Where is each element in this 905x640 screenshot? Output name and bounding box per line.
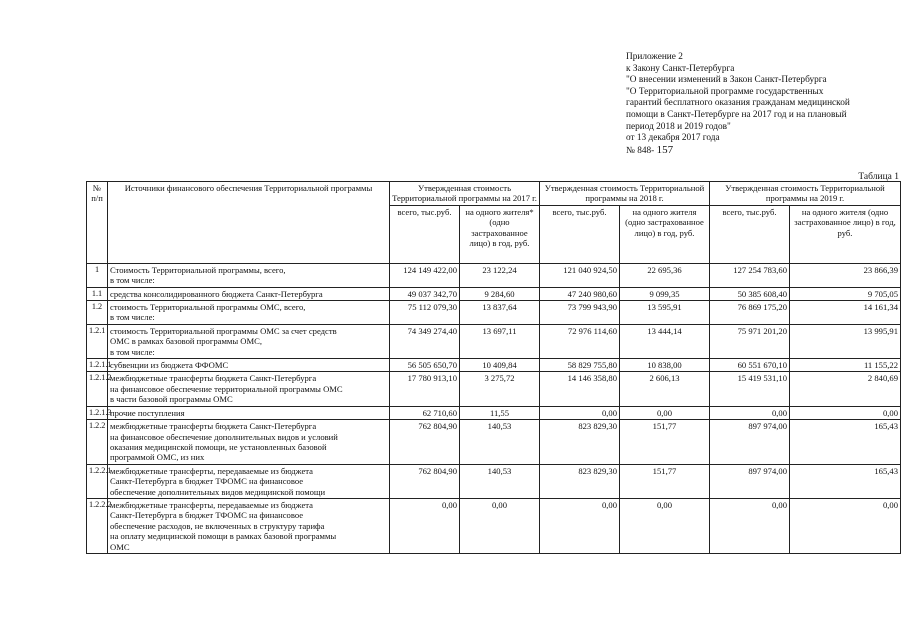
- row-source-line: межбюджетные трансферты, передаваемые из бюджета: [110, 465, 313, 476]
- cell-total-2018: 58 829 755,80: [540, 359, 620, 372]
- row-source: [108, 301, 390, 325]
- cell-per-person-2018: 10 838,00: [620, 359, 710, 372]
- row-source-line: Стоимость Территориальной программы, всего,: [110, 264, 286, 275]
- subheader-per-person-2019: на одного жителя (одно застрахованное лицо) в год, руб.: [790, 205, 901, 263]
- cell-per-person-2019: 165,43: [790, 464, 901, 498]
- cell-per-person-2019: 0,00: [790, 406, 901, 419]
- cell-total-2019: 76 869 175,20: [710, 301, 790, 325]
- cell-total-2018: 0,00: [540, 498, 620, 553]
- cell-per-person-2018: 2 606,13: [620, 372, 710, 406]
- row-source-line: межбюджетные трансферты, передаваемые из бюджета: [110, 499, 313, 510]
- cell-per-person-2019: 13 995,91: [790, 324, 901, 358]
- appendix-header: [626, 52, 901, 157]
- cell-per-person-2019: 2 840,69: [790, 372, 901, 406]
- cell-total-2017: 0,00: [390, 498, 460, 553]
- cell-total-2019: 75 971 201,20: [710, 324, 790, 358]
- cell-total-2018: 47 240 980,60: [540, 287, 620, 300]
- cell-total-2019: 60 551 670,10: [710, 359, 790, 372]
- row-source-line: в том числе:: [110, 312, 155, 323]
- row-source: [108, 406, 390, 419]
- row-source-line: Санкт-Петербурга в бюджет ТФОМС на финансовое: [110, 476, 304, 487]
- row-number: 1.2.2.2: [87, 498, 108, 553]
- cell-total-2018: 73 799 943,90: [540, 301, 620, 325]
- decree-number-handwritten: 157: [656, 143, 674, 156]
- table-row: [87, 464, 901, 498]
- table-row: [87, 301, 901, 325]
- row-source-line: ОМС: [110, 541, 130, 552]
- appendix-line: помощи в Санкт-Петербурге на 2017 год и на плановый: [626, 109, 847, 120]
- cell-total-2017: 17 780 913,10: [390, 372, 460, 406]
- cell-total-2017: 762 804,90: [390, 420, 460, 465]
- row-source: [108, 359, 390, 372]
- appendix-line: к Закону Санкт-Петербурга: [626, 63, 735, 74]
- cell-per-person-2018: 13 595,91: [620, 301, 710, 325]
- cell-total-2018: 823 829,30: [540, 420, 620, 465]
- cell-total-2019: 15 419 531,10: [710, 372, 790, 406]
- cell-per-person-2018: 13 444,14: [620, 324, 710, 358]
- row-number: 1.1: [87, 287, 108, 300]
- row-source: [108, 464, 390, 498]
- row-source-line: на финансовое обеспечение территориальной программы ОМС: [110, 383, 343, 394]
- appendix-line: "О Территориальной программе государственных: [626, 86, 824, 97]
- cell-total-2019: 897 974,00: [710, 420, 790, 465]
- header-source: Источники финансового обеспечения Территориальной программы: [108, 182, 390, 264]
- decree-number-prefix: № 848-: [626, 145, 655, 156]
- appendix-line: гарантий бесплатного оказания гражданам медицинской: [626, 98, 850, 109]
- cell-total-2019: 0,00: [710, 406, 790, 419]
- table-header-row: [87, 182, 901, 206]
- row-source-line: в части базовой программы ОМС: [110, 394, 233, 405]
- cell-per-person-2017: 3 275,72: [460, 372, 540, 406]
- cell-total-2018: 14 146 358,80: [540, 372, 620, 406]
- row-number: 1.2.1.1: [87, 359, 108, 372]
- cell-total-2017: 49 037 342,70: [390, 287, 460, 300]
- row-number: 1.2.2.1: [87, 464, 108, 498]
- cell-total-2019: 0,00: [710, 498, 790, 553]
- cell-per-person-2019: 0,00: [790, 498, 901, 553]
- cell-total-2018: 121 040 924,50: [540, 263, 620, 287]
- subheader-total-2017: всего, тыс.руб.: [390, 205, 460, 263]
- table-row: [87, 406, 901, 419]
- header-year-2017: Утвержденная стоимость Территориальной программы на 2017 г.: [390, 182, 540, 206]
- row-source-line: стоимость Территориальной программы ОМС, всего,: [110, 302, 306, 313]
- cell-total-2019: 50 385 608,40: [710, 287, 790, 300]
- row-source-line: ОМС в рамках базовой программы ОМС,: [110, 336, 263, 347]
- subheader-total-2018: всего, тыс.руб.: [540, 205, 620, 263]
- row-source: [108, 420, 390, 465]
- cell-per-person-2017: 9 284,60: [460, 287, 540, 300]
- row-source-line: субвенции из бюджета ФФОМС: [110, 360, 229, 371]
- row-number: 1.2: [87, 301, 108, 325]
- row-source: [108, 287, 390, 300]
- cell-total-2017: 56 505 650,70: [390, 359, 460, 372]
- appendix-line: "О внесении изменений в Закон Санкт-Петербурга: [626, 75, 827, 86]
- row-source-line: обеспечение дополнительных видов медицинской помощи: [110, 486, 326, 497]
- table-row: [87, 263, 901, 287]
- cell-total-2017: 762 804,90: [390, 464, 460, 498]
- header-year-2019: Утвержденная стоимость Территориальной программы на 2019 г.: [710, 182, 901, 206]
- table-label: Таблица 1: [858, 172, 899, 182]
- subheader-total-2019: всего, тыс.руб.: [710, 205, 790, 263]
- table-row: [87, 420, 901, 465]
- table-row: [87, 287, 901, 300]
- cell-per-person-2019: 11 155,22: [790, 359, 901, 372]
- table-row: [87, 372, 901, 406]
- table-row: [87, 498, 901, 553]
- row-number: 1.2.2: [87, 420, 108, 465]
- decree-number: [626, 145, 901, 158]
- row-source: [108, 372, 390, 406]
- appendix-line: Приложение 2: [626, 52, 683, 62]
- appendix-line: от 13 декабря 2017 года: [626, 133, 720, 144]
- cell-per-person-2017: 13 837,64: [460, 301, 540, 325]
- row-source-line: в том числе:: [110, 346, 155, 357]
- row-source-line: на оплату медицинской помощи в рамках базовой программы: [110, 531, 337, 542]
- row-source-line: межбюджетные трансферты бюджета Санкт-Петербурга: [110, 373, 317, 384]
- cell-total-2017: 75 112 079,30: [390, 301, 460, 325]
- row-source: [108, 324, 390, 358]
- header-num: № п/п: [87, 182, 108, 264]
- row-source: [108, 263, 390, 287]
- row-source-line: в том числе:: [110, 275, 155, 286]
- row-source-line: программой ОМС, из них: [110, 452, 205, 463]
- cell-total-2019: 127 254 783,60: [710, 263, 790, 287]
- table-row: [87, 324, 901, 358]
- cell-total-2017: 124 149 422,00: [390, 263, 460, 287]
- cell-total-2018: 72 976 114,60: [540, 324, 620, 358]
- row-source-line: стоимость Территориальной программы ОМС за счет средств: [110, 325, 337, 336]
- cell-per-person-2019: 9 705,05: [790, 287, 901, 300]
- cell-per-person-2017: 0,00: [460, 498, 540, 553]
- row-source: [108, 498, 390, 553]
- row-source-line: средства консолидированного бюджета Санкт-Петербурга: [110, 288, 323, 299]
- cell-per-person-2017: 13 697,11: [460, 324, 540, 358]
- cell-total-2018: 823 829,30: [540, 464, 620, 498]
- subheader-per-person-2018: на одного жителя (одно застрахованное лицо) в год, руб.: [620, 205, 710, 263]
- cell-per-person-2019: 165,43: [790, 420, 901, 465]
- cell-per-person-2018: 22 695,36: [620, 263, 710, 287]
- table-row: [87, 359, 901, 372]
- cell-per-person-2017: 140,53: [460, 464, 540, 498]
- row-number: 1: [87, 263, 108, 287]
- row-source-line: оказания медицинской помощи, не установленных базовой: [110, 441, 327, 452]
- cell-per-person-2017: 140,53: [460, 420, 540, 465]
- subheader-per-person-2017: на одного жителя* (одно застрахованное лицо) в год, руб.: [460, 205, 540, 263]
- cell-per-person-2017: 10 409,84: [460, 359, 540, 372]
- cell-total-2018: 0,00: [540, 406, 620, 419]
- cell-per-person-2019: 23 866,39: [790, 263, 901, 287]
- appendix-line: период 2018 и 2019 годов": [626, 121, 731, 132]
- row-source-line: межбюджетные трансферты бюджета Санкт-Петербурга: [110, 421, 317, 432]
- cell-per-person-2018: 151,77: [620, 420, 710, 465]
- header-year-2018: Утвержденная стоимость Территориальной программы на 2018 г.: [540, 182, 710, 206]
- cell-per-person-2018: 151,77: [620, 464, 710, 498]
- cell-total-2017: 62 710,60: [390, 406, 460, 419]
- row-source-line: обеспечение расходов, не включенных в структуру тарифа: [110, 520, 325, 531]
- cell-total-2019: 897 974,00: [710, 464, 790, 498]
- financing-table: [86, 181, 901, 554]
- cell-per-person-2018: 9 099,35: [620, 287, 710, 300]
- cell-total-2017: 74 349 274,40: [390, 324, 460, 358]
- row-source-line: на финансовое обеспечение дополнительных видов и условий: [110, 431, 338, 442]
- cell-per-person-2018: 0,00: [620, 498, 710, 553]
- cell-per-person-2018: 0,00: [620, 406, 710, 419]
- row-source-line: прочие поступления: [110, 407, 185, 418]
- row-number: 1.2.1: [87, 324, 108, 358]
- row-number: 1.2.1.2: [87, 372, 108, 406]
- cell-per-person-2017: 11,55: [460, 406, 540, 419]
- row-number: 1.2.1.3: [87, 406, 108, 419]
- cell-per-person-2017: 23 122,24: [460, 263, 540, 287]
- cell-per-person-2019: 14 161,34: [790, 301, 901, 325]
- row-source-line: Санкт-Петербурга в бюджет ТФОМС на финансовое: [110, 510, 304, 521]
